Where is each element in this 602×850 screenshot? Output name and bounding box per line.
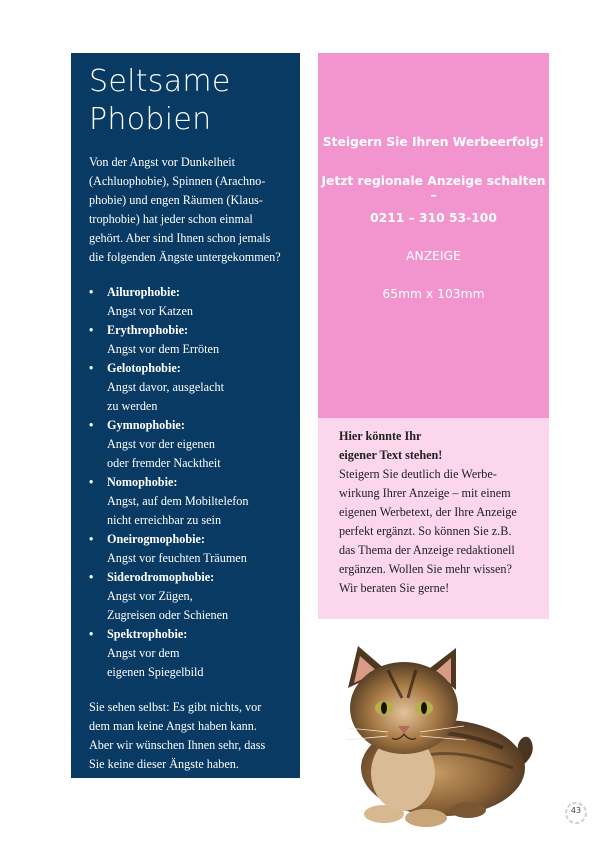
ad-subline: Jetzt regionale Anzeige schalten – <box>321 174 546 202</box>
ad-label: ANZEIGE <box>406 249 461 263</box>
phobia-item <box>89 473 286 530</box>
intro-line: phobie) und engen Räumen (Klaus- <box>89 193 263 207</box>
phobia-term: Ailurophobie: <box>107 285 180 299</box>
article-panel <box>71 53 300 778</box>
phobia-item <box>89 416 286 473</box>
phobia-term: Spektrophobie: <box>107 627 188 641</box>
bullet-icon: • <box>89 285 94 299</box>
phobia-definition: oder fremder Nacktheit <box>107 456 221 470</box>
phobia-term: Nomophobie: <box>107 475 178 489</box>
phobia-term: Gymnophobie: <box>107 418 185 432</box>
phobia-definition: Angst vor der eigenen <box>107 437 215 451</box>
bullet-icon: • <box>89 323 94 337</box>
phobia-item <box>89 568 286 625</box>
intro-line: gehört. Aber sind Ihnen schon jemals <box>89 231 271 245</box>
phobia-item <box>89 530 286 568</box>
bullet-icon: • <box>89 627 94 641</box>
phobia-definition: eigenen Spiegelbild <box>107 665 204 679</box>
phobia-item <box>89 359 286 416</box>
promo-line: ergänzen. Wollen Sie mehr wissen? <box>339 562 512 576</box>
intro-line: (Achluophobie), Spinnen (Arachno- <box>89 174 266 188</box>
phobia-term: Oneirogmophobie: <box>107 532 205 546</box>
page-number: 43 <box>570 806 582 815</box>
promo-text-box <box>318 418 549 619</box>
article-intro <box>89 153 286 267</box>
promo-heading: Hier könnte Ihr <box>339 429 422 443</box>
intro-line: die folgenden Ängste untergekommen? <box>89 250 281 264</box>
outro-line: Sie keine dieser Ängste haben. <box>89 757 239 771</box>
promo-line: Steigern Sie deutlich die Werbe- <box>339 467 497 481</box>
phobia-definition: Angst vor feuchten Träumen <box>107 551 247 565</box>
article-title-line: Phobien <box>89 102 212 137</box>
promo-line: das Thema der Anzeige redaktionell <box>339 543 515 557</box>
promo-line: Wir beraten Sie gerne! <box>339 581 450 595</box>
phobia-item <box>89 283 286 321</box>
outro-line: Sie sehen selbst: Es gibt nichts, vor <box>89 700 262 714</box>
phobia-definition: zu werden <box>107 399 158 413</box>
bullet-icon: • <box>89 361 94 375</box>
outro-line: dem man keine Angst haben kann. <box>89 719 257 733</box>
phobia-definition: Angst vor dem <box>107 646 180 660</box>
bullet-icon: • <box>89 418 94 432</box>
ad-size: 65mm x 103mm <box>382 287 485 301</box>
bullet-icon: • <box>89 475 94 489</box>
outro-line: Aber wir wünschen Ihnen sehr, dass <box>89 738 266 752</box>
intro-line: Von der Angst vor Dunkelheit <box>89 155 236 169</box>
promo-line: eigenen Werbetext, der Ihre Anzeige <box>339 505 517 519</box>
phobia-definition: Angst vor Zügen, <box>107 589 193 603</box>
page-number-container <box>563 800 589 826</box>
phobia-term: Erythrophobie: <box>107 323 189 337</box>
ad-headline: Steigern Sie Ihren Werbeerfolg! <box>322 135 545 149</box>
ad-placeholder <box>318 53 549 418</box>
article-outro <box>89 698 286 774</box>
phobia-item <box>89 321 286 359</box>
ad-phone: 0211 – 310 53-100 <box>370 211 497 225</box>
phobia-definition: Zugreisen oder Schienen <box>107 608 229 622</box>
promo-heading: eigener Text stehen! <box>339 448 443 462</box>
phobia-definition: Angst, auf dem Mobiltelefon <box>107 494 249 508</box>
cat-photo <box>318 628 560 834</box>
bullet-icon: • <box>89 532 94 546</box>
promo-line: perfekt ergänzt. So können Sie z.B. <box>339 524 512 538</box>
phobia-term: Siderodromophobie: <box>107 570 215 584</box>
phobia-definition: Angst vor dem Erröten <box>107 342 220 356</box>
promo-line: wirkung Ihrer Anzeige – mit einem <box>339 486 511 500</box>
intro-line: trophobie) hat jeder schon einmal <box>89 212 253 226</box>
phobia-term: Gelotophobie: <box>107 361 181 375</box>
phobia-definition: nicht erreichbar zu sein <box>107 513 222 527</box>
phobia-list <box>89 283 286 682</box>
phobia-item <box>89 625 286 682</box>
phobia-definition: Angst davor, ausgelacht <box>107 380 224 394</box>
phobia-definition: Angst vor Katzen <box>107 304 193 318</box>
bullet-icon: • <box>89 570 94 584</box>
article-title <box>89 63 286 139</box>
article-title-line: Seltsame <box>89 64 231 99</box>
